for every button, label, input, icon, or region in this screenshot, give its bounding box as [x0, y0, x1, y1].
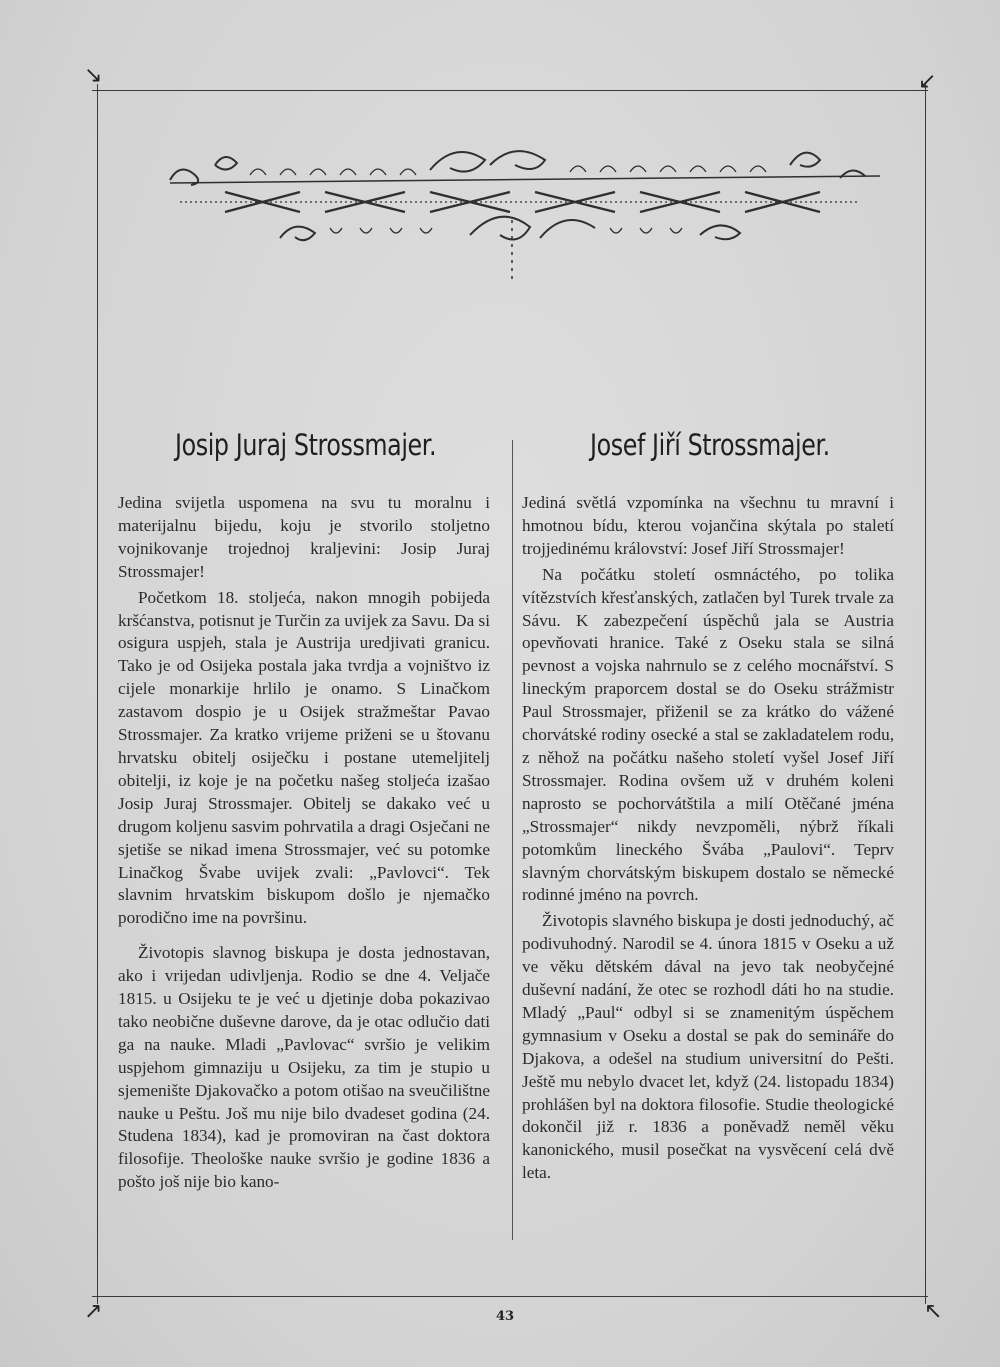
paragraph: Jedina svijetla uspomena na svu tu moralnu i materijalnu bijedu, koju je stvorilo stoljetno vojnikovanje trojednoj kraljevini: Josip Juraj Strossmajer! [118, 493, 490, 581]
right-column-text [522, 492, 894, 1185]
column-divider [512, 440, 513, 1240]
paragraph: Na počátku století osmnáctého, po tolika vítězstvích křesťanských, zatlačen byl Turek trvale za Sávu. K zabezpečení úspěchů jala se Austria opevňovati hranice. Také z Oseku stala se silná pevnost a vojska nahrnulo se z celého mocnářství. S lineckým praporcem dostal se do Oseku strážmistr Paul Strossmajer, přiženil se za krátko do vážené chorvátské rodiny osecké a stal se zakladatelem rodu, z něhož na počátku našeho století vyšel Josef Jiří Strossmajer. Rodina ovšem už v druhém koleni naprosto se pochorvátštila a milí Otěčané jména „Strossmajer“ nikdy nevzpoměli, nýbrž říkali potomkům lineckého Švába „Paulovi“. Teprv slavným chorvátským biskupem dostalo se německé rodinné jméno na povrch. [522, 564, 894, 905]
paragraph: Životopis slavného biskupa je dosti jednoduchý, ač podivuhodný. Narodil se 4. února 1815 v Oseku a už ve věku dětském dával na jevo tak neobyčejné duševní nadání, že otec se rozhodl dáti ho na studie. Mladý „Paul“ odbyl si se znamenitým úspěchem gymnasium v Oseku a dostal se pak do semináře do Djakova, a odešel na studium universitní do Pešti. Ještě mu nebylo dvacet let, když (24. listopadu 1834) prohlášen byl na doktora filosofie. Studie theologické dokončil již r. 1836 a poněvadž neměl věku kanonického, musil posečkat na vysvěcení celá dvě leta. [522, 911, 894, 1183]
corner-mark-icon: ↙ [918, 68, 937, 93]
right-column-title: Josef Jiří Strossmajer. [590, 428, 830, 462]
paragraph: Jediná světlá vzpomínka na všechnu tu mravní i hmotnou bídu, kterou vojančina skýtala po staletí trojjedinému království: Josef Jiří Strossmajer! [522, 493, 894, 558]
frame-top-line [92, 90, 928, 91]
paragraph: Početkom 18. stoljeća, nakon mnogih pobijeda kršćanstva, potisnut je Turčin za uvijek za Savu. Da si osigura uspjeh, stala je Austrija uredjivati granicu. Tako je od Osijeka postala jaka tvrdja a vojništvo iz cijele monarkije hrlilo je onamo. S Linačkom zastavom dospio je u Osijek stražmeštar Pavao Strossmajer. Za kratko vrijeme priženi se u štovanu hrvatsku obitelj osiječku i postane utemeljitelj obitelji, iz koje je na početku našeg stoljeća izašao Josip Juraj Strossmajer. Obitelj se dakako već u drugom koljenu sasvim pohrvatila a dragi Osječani ne sjetiše se nikad imena Strossmajer, već su potomke Linačkog Švabe uvijek zvali: „Pavlovci“. Tek slavnim hrvatskim biskupom došlo je njemačko porodično ime na površinu. [118, 587, 490, 928]
frame-right-line [925, 84, 926, 1304]
page-number: 43 [496, 1309, 515, 1324]
left-column-text [118, 492, 490, 1194]
corner-mark-icon: ↗ [84, 1298, 103, 1323]
corner-mark-icon: ↘ [84, 62, 103, 87]
paragraph: Životopis slavnog biskupa je dosta jednostavan, ako i vrijedan udivljenja. Rodio se dne 4. Veljače 1815. u Osijeku te je već u djetinje doba pokazivao tako neobične duševne darove, da je otac odlučio dati ga na nauke. Mladi „Pavlovac“ svršio je velikim uspjehom gimnaziju u Osijeku, za tim je stupio u sjemenište Djakovačko a potom otišao na sveučilištne nauke u Peštu. Još mu nije bilo dvadeset godina (24. Studena 1834), kad je promoviran na čast doktora filosofije. Theološke nauke svršio je godine 1836 a pošto još nije bio kano- [118, 943, 490, 1192]
frame-left-line [97, 84, 98, 1304]
decorative-ornament-icon [140, 140, 880, 315]
left-column-title: Josip Juraj Strossmajer. [175, 428, 437, 462]
frame-bottom-line [92, 1296, 928, 1297]
corner-mark-icon: ↖ [924, 1298, 943, 1323]
